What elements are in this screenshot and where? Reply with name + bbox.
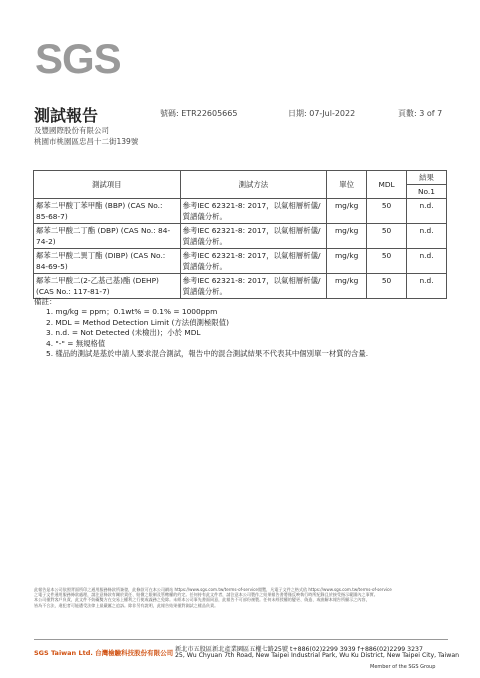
test-method: 參考IEC 62321-8: 2017，以氣相層析儀/ 質譜儀分析。 [180, 199, 327, 224]
test-item: 鄰苯二甲酸二(2-乙基己基)酯 (DEHP) (CAS No.: 117-81-7) [34, 274, 181, 299]
header-test-method: 測試方法 [180, 171, 327, 199]
footer-divider [34, 639, 448, 640]
page-count: 頁數: 3 of 7 [398, 109, 443, 118]
result-cell: n.d. [407, 224, 447, 249]
result-cell: n.d. [407, 274, 447, 299]
footer-address-en: 25, Wu Chyuan 7th Road, New Taipei Industrial Park, Wu Ku District, New Taipei City, Taiwan [175, 652, 460, 659]
table-row [34, 224, 447, 249]
mdl-cell: 50 [367, 224, 407, 249]
test-item: 鄰苯二甲酸二丁酯 (DBP) (CAS No.: 84- 74-2) [34, 224, 181, 249]
footer-address-cn: 新北市五股區新北產業園區五權七路25號 t+886(02)2299 3939 f+886(02)2299 3237 [175, 646, 423, 653]
header-unit: 單位 [327, 171, 367, 199]
disclaimer-line: 此報告是本公司依照背面所印之通用服務條款所簽發，此條款可在本公司網站 https://www.sgs.com.tw/terms-of-service閱覽，凡電子文件之格式依 https://www.sgs.com.tw/terms-of-service [34, 587, 392, 592]
note-item: 1. mg/kg = ppm；0.1wt% = 0.1% = 1000ppm [46, 307, 218, 316]
report-date: 日期: 07-Jul-2022 [288, 109, 356, 118]
note-item: 3. n.d. = Not Detected (未檢出)；小於 MDL [46, 328, 201, 337]
report-title: 測試報告 [34, 106, 99, 125]
table-header-row [34, 171, 447, 185]
member-text: Member of the SGS Group [370, 664, 436, 670]
sgs-logo: SGS [35, 35, 121, 82]
mdl-cell: 50 [367, 274, 407, 299]
note-item: 4. "-" = 無規格值 [46, 338, 106, 348]
test-item: 鄰苯二甲酸二異丁酯 (DIBP) (CAS No.: 84-69-5) [34, 249, 181, 274]
test-method: 參考IEC 62321-8: 2017，以氣相層析儀/ 質譜儀分析。 [180, 224, 327, 249]
unit-cell: mg/kg [327, 274, 367, 299]
disclaimer-line: 之電子文件通用服務條款處理，請注意條款有關於責任、賠償之限制及管轄權的約定。任何持有此文件者，請注意本公司製作之結果報告書將僅反映執行時所紀錄且於接受指示範圍內之事實。 [34, 592, 378, 598]
header-test-item: 測試項目 [34, 171, 181, 199]
header-mdl: MDL [367, 171, 407, 199]
footer-company: SGS Taiwan Ltd. 台灣檢驗科技股份有限公司 [34, 649, 174, 657]
table-row [34, 199, 447, 224]
header-result: 結果 [407, 171, 447, 185]
disclaimer-line: 皆為不合法，違犯者可能遭受法律上最嚴厲之追訴。除非另有說明，此報告結果僅對測試之樣品負責。 [34, 602, 219, 608]
table-row [34, 249, 447, 274]
disclaimer-line: 本公司僅對客戶負責，此文件不妨礙雙方在交易上權利之行使或義務之免除。未經本公司事先書面同意，此報告不可部份複製。任何未經授權的變更、偽造、或曲解本報告所顯示之內容， [34, 597, 370, 603]
test-item: 鄰苯二甲酸丁苯甲酯 (BBP) (CAS No.: 85-68-7) [34, 199, 181, 224]
client-address: 桃園市桃園區忠昌十二街139號 [34, 137, 139, 146]
unit-cell: mg/kg [327, 224, 367, 249]
unit-cell: mg/kg [327, 249, 367, 274]
mdl-cell: 50 [367, 199, 407, 224]
notes-list [46, 307, 368, 360]
test-method: 參考IEC 62321-8: 2017，以氣相層析儀/ 質譜儀分析。 [180, 249, 327, 274]
report-number: 號碼: ETR22605665 [160, 109, 238, 118]
mdl-cell: 50 [367, 249, 407, 274]
note-item: 5. 樣品的測試是基於申請人要求混合測試，報告中的混合測試結果不代表其中個別單一材質的含量. [46, 349, 369, 358]
result-cell: n.d. [407, 199, 447, 224]
result-cell: n.d. [407, 249, 447, 274]
test-method: 參考IEC 62321-8: 2017，以氣相層析儀/ 質譜儀分析。 [180, 274, 327, 299]
unit-cell: mg/kg [327, 199, 367, 224]
table-row [34, 274, 447, 299]
disclaimer-text [34, 587, 448, 608]
client-name: 及豐國際股份有限公司 [34, 126, 109, 135]
header-sample-no: No.1 [407, 185, 447, 199]
results-table [33, 170, 447, 299]
note-item: 2. MDL = Method Detection Limit (方法偵測極限值) [46, 317, 229, 327]
notes-title: 備註： [34, 297, 57, 306]
